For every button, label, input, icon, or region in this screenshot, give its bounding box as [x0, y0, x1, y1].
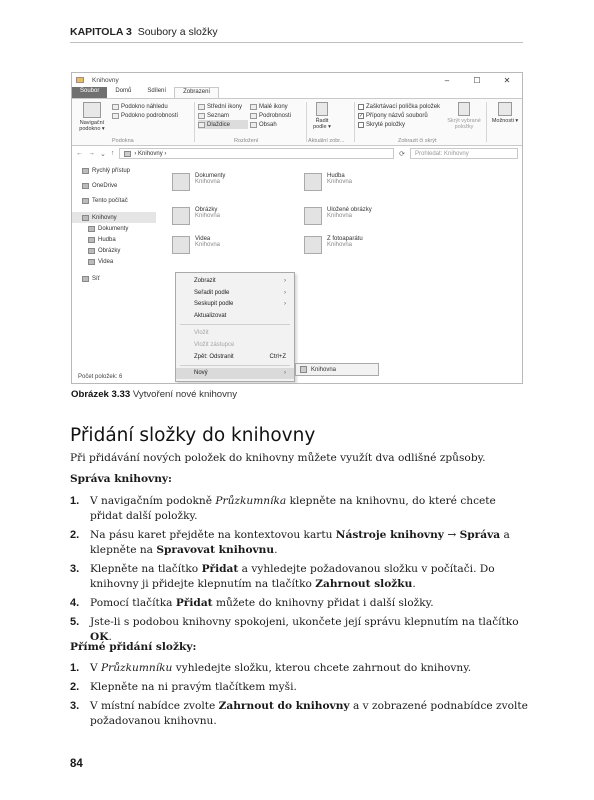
ribbon [72, 98, 522, 146]
library-item[interactable]: Hudba Knihovna [304, 173, 352, 191]
caption-label: Obrázek 3.33 [71, 389, 131, 400]
layout-details[interactable]: Podrobnosti [250, 111, 300, 120]
nav-item-label: Síť [92, 275, 100, 282]
window-title: Knihovny [92, 76, 119, 84]
close-icon[interactable]: ✕ [503, 75, 511, 85]
nav-pane-label: Navigační podokno ▾ [79, 120, 105, 132]
file-extensions-toggle[interactable]: ✓ Přípony názvů souborů [359, 112, 428, 119]
documents-icon [172, 173, 190, 191]
checkbox[interactable] [358, 104, 364, 110]
window-controls [432, 76, 522, 85]
nav-item-icon [82, 276, 89, 282]
hide-selected-label: Skrýt vybrané položky [447, 118, 481, 130]
explorer-window-screenshot [71, 72, 523, 384]
library-item[interactable]: Videa Knihovna [172, 236, 220, 254]
list-text: Jste-li s podobou knihovny spokojeni, ukončete její správu klepnutím na tlačítko OK. [90, 616, 519, 643]
subheading-prime: Přímé přidání složky: [70, 641, 197, 653]
context-menu [175, 272, 295, 382]
subheading-sprava: Správa knihovny: [70, 473, 172, 485]
submenu-item-knihovna[interactable]: Knihovna [295, 363, 379, 376]
music-icon [304, 173, 322, 191]
sort-label: Řadit podle ▾ [313, 118, 331, 130]
list-text: V místní nabídce zvolte Zahrnout do knihovny a v zobrazené podnabídce zvolte požadovanou knihovnu. [90, 700, 528, 727]
details-pane-button[interactable] [112, 111, 178, 120]
up-arrow-icon[interactable]: ↑ [110, 150, 115, 157]
ribbon-tabs [72, 87, 522, 98]
list-text: Klepněte na ni pravým tlačítkem myši. [90, 681, 297, 693]
nav-item-label: Obrázky [98, 247, 121, 254]
layout-list[interactable]: Seznam [198, 111, 248, 120]
preview-icon [112, 104, 119, 110]
list-number: 4. [70, 597, 80, 609]
chevron-down-icon[interactable]: ⌄ [100, 150, 106, 158]
nav-item-label: Tento počítač [92, 197, 128, 204]
tab-sdileni[interactable]: Sdílení [147, 88, 167, 94]
list-number: 3. [70, 700, 80, 712]
layout-group [198, 102, 300, 129]
nav-item-label: Knihovny [92, 214, 117, 221]
running-header [70, 26, 218, 38]
nav-item-label: Dokumenty [98, 225, 129, 232]
list-text: Pomocí tlačítka Přidat můžete do knihovny přidat i další složky. [90, 597, 434, 609]
details-label: Podokno podrobností [121, 112, 179, 119]
list-item [70, 562, 530, 592]
ribbon-divider [354, 102, 355, 142]
nav-item-icon [88, 237, 95, 243]
list-number: 2. [70, 529, 80, 541]
list-text: Klepněte na tlačítko Přidat a vyhledejte požadovanou složku v počítači. Do knihovny ji přidejte klepnutím na tlačítko Zahrnout složku. [90, 563, 495, 590]
nav-pane-icon [83, 102, 101, 118]
menu-separator [180, 365, 290, 366]
sort-button[interactable] [310, 102, 334, 130]
chapter-label: KAPITOLA 3 [70, 26, 132, 38]
layout-tiles[interactable]: Dlaždice [198, 120, 248, 129]
ribbon-divider [306, 102, 307, 142]
menu-item-zpet[interactable]: Zpět: Odstranit Ctrl+Z [194, 353, 286, 360]
nav-item-label: Hudba [98, 236, 116, 243]
nav-pane-button[interactable] [76, 102, 108, 132]
menu-separator [180, 324, 290, 325]
group-label-podokna: Podokna [112, 138, 134, 144]
tab-soubor[interactable]: Soubor [72, 87, 107, 98]
list-item [70, 528, 530, 558]
list-number: 3. [70, 563, 80, 575]
group-label-current-view: Aktuální zobr... [308, 138, 345, 144]
library-item[interactable]: Dokumenty Knihovna [172, 173, 225, 191]
header-rule [70, 42, 523, 43]
nav-item-icon [82, 168, 89, 174]
videos-icon [172, 236, 190, 254]
figure-caption [71, 389, 237, 400]
nav-item-icon [88, 259, 95, 265]
hide-selected-icon [458, 102, 470, 116]
caption-text: Vytvoření nové knihovny [132, 389, 238, 400]
address-path: › Knihovny › [134, 150, 167, 157]
section-title: Přidání složky do knihovny [70, 425, 316, 446]
nav-item[interactable] [72, 212, 156, 223]
checkbox[interactable] [358, 122, 364, 128]
list-item [70, 494, 530, 524]
list-text: V navigačním podokně Průzkumníka klepněte na knihovnu, do které chcete přidat další položky. [90, 495, 496, 522]
folder-icon [76, 77, 84, 83]
menu-item-aktualizovat[interactable]: Aktualizovat [194, 313, 227, 320]
sort-icon [316, 102, 328, 116]
nav-item[interactable] [72, 165, 156, 176]
list-number: 1. [70, 662, 80, 674]
nav-item-label: OneDrive [92, 182, 118, 189]
steps-list-sprava [70, 494, 530, 649]
panes-group [112, 102, 178, 120]
menu-item-seradit[interactable]: Seřadit podle › [194, 289, 286, 296]
hide-selected-button[interactable] [446, 102, 482, 130]
nav-item[interactable] [72, 234, 156, 245]
intro-paragraph: Při přidávání nových položek do knihovny můžete využít dva odlišné způsoby. [70, 452, 486, 464]
nav-item-icon [82, 215, 89, 221]
address-bar[interactable] [119, 148, 394, 159]
maximize-icon[interactable]: ☐ [473, 75, 481, 85]
title-bar [72, 73, 522, 87]
list-number: 2. [70, 681, 80, 693]
tab-domu[interactable]: Domů [115, 88, 132, 94]
preview-pane-button[interactable] [112, 102, 178, 111]
menu-item-seskupit[interactable]: Seskupit podle › [194, 301, 286, 308]
list-text: V Průzkumníku vyhledejte složku, kterou chcete zahrnout do knihovny. [90, 662, 472, 674]
library-item[interactable]: Uložené obrázky Knihovna [304, 207, 372, 225]
nav-item-icon [82, 198, 89, 204]
list-item [70, 661, 530, 676]
checkbox-checked[interactable]: ✓ [359, 112, 364, 119]
chapter-title: Soubory a složky [137, 26, 218, 38]
forward-arrow-icon[interactable]: → [88, 150, 95, 157]
page-number: 84 [70, 758, 83, 770]
nav-item[interactable] [72, 195, 156, 206]
menu-item-novy[interactable]: Nový › [176, 368, 294, 380]
list-item [70, 596, 530, 611]
layout-content[interactable]: Obsah [250, 120, 300, 129]
options-label: Možnosti ▾ [491, 118, 519, 124]
status-bar-text: Počet položek: 6 [78, 374, 123, 380]
show-hide-group [358, 102, 440, 129]
nav-item-icon [88, 248, 95, 254]
item-checkboxes-toggle[interactable]: Zaškrtávací políčka položek [358, 102, 440, 111]
nav-item[interactable] [72, 245, 156, 256]
list-text: Na pásu karet přejděte na kontextovou kartu Nástroje knihovny → Správa a klepněte na Spravovat knihovnu. [90, 529, 510, 556]
library-item[interactable]: Z fotoaparátu Knihovna [304, 236, 363, 254]
refresh-icon[interactable]: ⟳ [399, 150, 405, 158]
list-number: 1. [70, 495, 80, 507]
nav-item-icon [88, 226, 95, 232]
nav-item[interactable] [72, 256, 156, 267]
nav-item-label: Rychlý přístup [92, 167, 131, 174]
group-label-rozlozeni: Rozložení [234, 138, 259, 144]
menu-item-vlozit[interactable]: Vložit [194, 330, 209, 337]
layout-small-icons[interactable]: Malé ikony [250, 102, 300, 111]
search-input[interactable] [410, 148, 518, 159]
saved-pictures-icon [304, 207, 322, 225]
hidden-items-toggle[interactable]: Skryté položky [358, 120, 440, 129]
list-number: 5. [70, 616, 80, 628]
address-bar-row [72, 146, 522, 161]
nav-item-icon [82, 183, 89, 189]
camera-roll-icon [304, 236, 322, 254]
details-icon [112, 113, 119, 119]
search-placeholder: Prohledat: Knihovny [415, 150, 469, 157]
preview-label: Podokno náhledu [121, 103, 168, 110]
options-button[interactable] [490, 102, 520, 124]
layout-medium-icons[interactable]: Střední ikony [198, 102, 248, 111]
nav-item[interactable] [72, 223, 156, 234]
navigation-pane [72, 165, 156, 365]
steps-list-prime [70, 661, 530, 733]
ribbon-divider [486, 102, 487, 142]
list-item [70, 680, 530, 695]
nav-item[interactable] [72, 180, 156, 191]
menu-item-zobrazit[interactable]: Zobrazit › [194, 277, 286, 284]
pictures-icon [172, 207, 190, 225]
library-icon [124, 151, 131, 157]
list-item [70, 699, 530, 729]
tab-zobrazeni[interactable]: Zobrazení [174, 87, 219, 98]
back-arrow-icon[interactable]: ← [76, 150, 83, 157]
library-icon [300, 366, 307, 373]
options-icon [498, 102, 512, 116]
minimize-icon[interactable]: – [444, 75, 450, 85]
library-item[interactable]: Obrázky Knihovna [172, 207, 220, 225]
nav-item-label: Videa [98, 258, 114, 265]
nav-item[interactable] [72, 273, 156, 284]
menu-item-vlozit-zastupce[interactable]: Vložit zástupce [194, 341, 235, 348]
ribbon-divider [194, 102, 195, 142]
group-label-show-hide: Zobrazit či skrýt [398, 138, 437, 144]
